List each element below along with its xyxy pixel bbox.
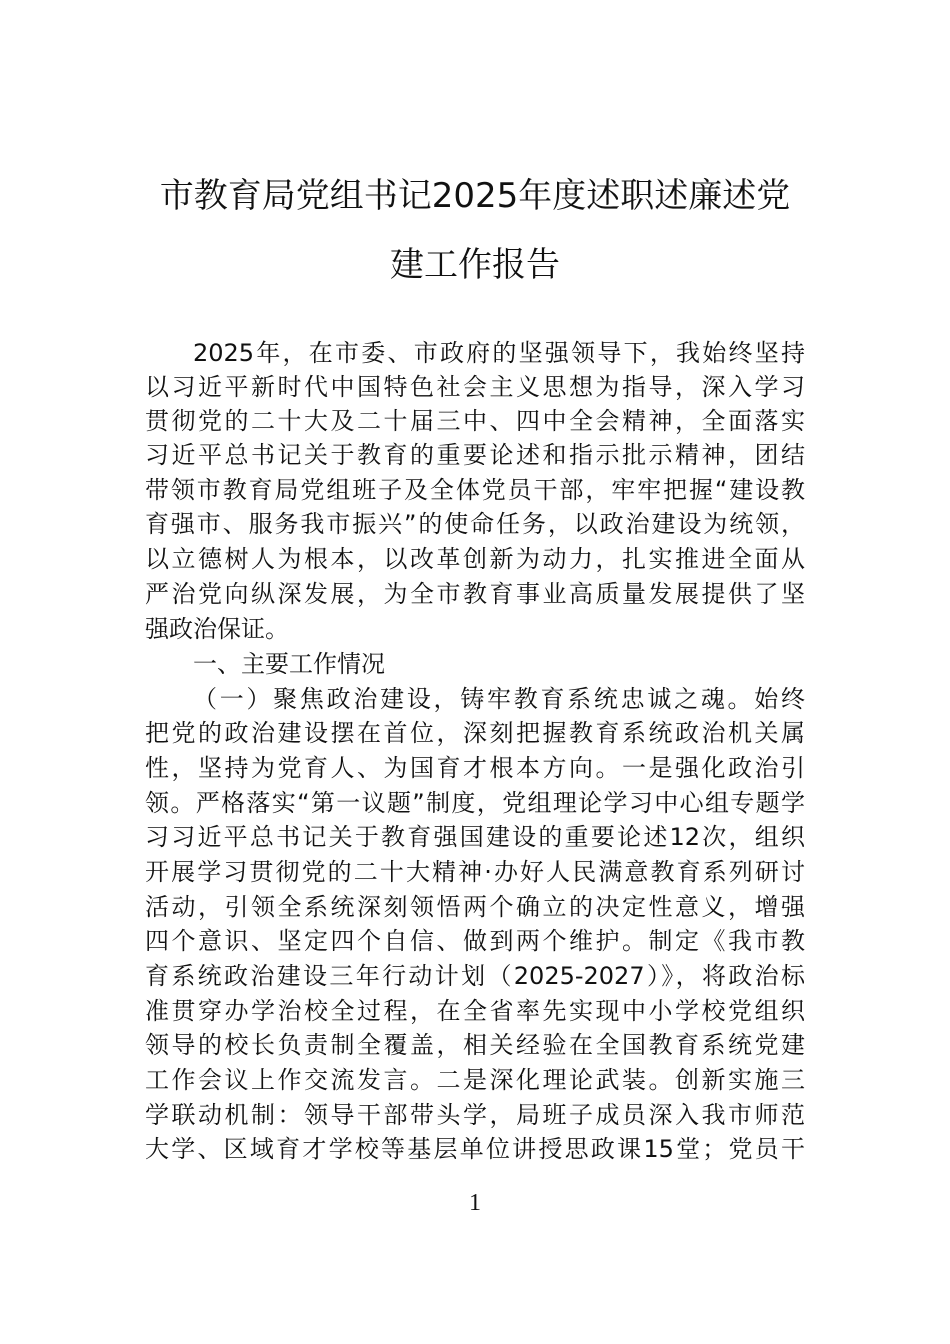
section-1-1-line: （一）聚焦政治建设，铸牢教育系统忠诚之魂。始终 [193, 685, 805, 713]
section-1-1-line: 把党的政治建设摆在首位，深刻把握教育系统政治机关属 [145, 719, 805, 747]
section-1-1-line: 四个意识、坚定四个自信、做到两个维护。制定《我市教 [145, 927, 805, 955]
section-1-1-line: 习习近平总书记关于教育强国建设的重要论述12次，组织 [145, 823, 805, 851]
section-1-1-line: 大学、区域育才学校等基层单位讲授思政课15堂；党员干 [145, 1135, 805, 1163]
intro-line: 贯彻党的二十大及二十届三中、四中全会精神，全面落实 [145, 407, 805, 435]
section-1-1-line: 开展学习贯彻党的二十大精神·办好人民满意教育系列研讨 [145, 858, 805, 886]
intro-line: 以习近平新时代中国特色社会主义思想为指导，深入学习 [145, 373, 805, 401]
intro-line: 育强市、服务我市振兴”的使命任务，以政治建设为统领， [145, 510, 805, 538]
document-title-line-2: 建工作报告 [390, 245, 560, 285]
section-1-1-line: 工作会议上作交流发言。二是深化理论武装。创新实施三 [145, 1066, 805, 1094]
intro-line: 以立德树人为根本，以改革创新为动力，扎实推进全面从 [145, 545, 805, 573]
intro-line: 2025年，在市委、市政府的坚强领导下，我始终坚持 [193, 339, 805, 367]
intro-line: 严治党向纵深发展，为全市教育事业高质量发展提供了坚 [145, 580, 805, 608]
document-title-line-1: 市教育局党组书记2025年度述职述廉述党 [159, 176, 791, 216]
section-1-1-line: 活动，引领全系统深刻领悟两个确立的决定性意义，增强 [145, 893, 805, 921]
section-1-1-line: 领导的校长负责制全覆盖，相关经验在全国教育系统党建 [145, 1031, 805, 1059]
section-1-1-line: 准贯穿办学治校全过程，在全省率先实现中小学校党组织 [145, 997, 805, 1025]
page-number: 1 [469, 1190, 481, 1216]
section-1-1-line: 学联动机制：领导干部带头学，局班子成员深入我市师范 [145, 1101, 805, 1129]
intro-line: 带领市教育局党组班子及全体党员干部，牢牢把握“建设教 [145, 476, 805, 504]
section-1-1-line: 领。严格落实“第一议题”制度，党组理论学习中心组专题学 [145, 789, 805, 817]
section-1-1-line: 性，坚持为党育人、为国育才根本方向。一是强化政治引 [145, 754, 805, 782]
section-1-1-line: 育系统政治建设三年行动计划（2025-2027）》，将政治标 [145, 962, 805, 990]
intro-line: 习近平总书记关于教育的重要论述和指示批示精神，团结 [145, 441, 805, 469]
section-heading: 一、主要工作情况 [193, 650, 385, 678]
intro-line: 强政治保证。 [145, 615, 289, 643]
